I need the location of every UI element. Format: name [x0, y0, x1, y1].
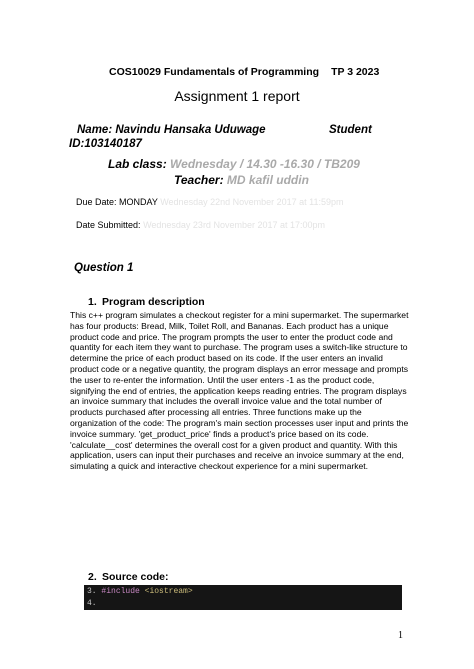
code-line: [87, 598, 402, 610]
program-description-paragraph: This c++ program simulates a checkout register for a mini supermarket. The supermarket has four products: Bread, Milk, Toilet Roll, and Bananas. Each product has a unique product code and price. The program prompts the user to enter the product code and quantity for each item they want to purchase. The program uses a switch-like structure to determine the price of each product based on its code. If the user enters an invalid product code or a negative quantity, the program displays an error message and prompts the user to re-enter the information. Until the user enters -1 as the product code, signifying the end of entries, the application keeps reading entries. The program displays an invoice summary that includes the overall invoice value and the total number of products purchased after processing all entries. Three functions make up the organization of the code: The program's main section processes user input and prints the invoice summary. 'get_product_price' finds a product's price based on its code. 'calculate__cost' determines the overall cost for a given product and quantity. With this application, users can input their purchases and receive an invoice summary at the end, simulating a quick and interactive checkout experience for a mini supermarket.: [70, 310, 409, 472]
code-include-directive: #include: [101, 587, 140, 596]
due-date-line: [76, 197, 344, 207]
teacher-line: [174, 173, 309, 187]
student-name-line: [77, 124, 372, 136]
student-id: ID:103140187: [69, 138, 142, 150]
source-code-block: [84, 585, 402, 610]
submitted-date-label: Date Submitted:: [76, 220, 141, 230]
student-name: Name: Navindu Hansaka Uduwage: [77, 124, 266, 136]
due-date-value: Wednesday 22nd November 2017 at 11:59pm: [160, 197, 344, 207]
submitted-date-line: [76, 220, 325, 230]
code-include-header: <iostream>: [144, 587, 193, 596]
lab-class-value: Wednesday / 14.30 -16.30 / TB209: [170, 157, 360, 171]
term-label: TP 3 2023: [331, 66, 380, 78]
section-number: 2.: [88, 571, 97, 583]
submitted-date-value: Wednesday 23rd November 2017 at 17:00pm: [143, 220, 326, 230]
student-word: Student: [329, 124, 372, 136]
section-title: Program description: [102, 296, 205, 308]
due-date-label: Due Date: MONDAY: [76, 197, 158, 207]
question-heading: Question 1: [74, 262, 134, 274]
section-title: Source code:: [102, 571, 169, 583]
course-heading: [109, 66, 379, 78]
code-line-number: 3.: [87, 587, 97, 596]
teacher-name: MD kafil uddin: [226, 173, 309, 187]
section-source-code-heading: [88, 571, 169, 583]
section-program-description-heading: [88, 296, 205, 308]
code-line-number: 4.: [87, 599, 97, 608]
page-number: 1: [398, 630, 403, 641]
course-title: COS10029 Fundamentals of Programming: [109, 66, 320, 78]
teacher-label: Teacher:: [174, 173, 224, 187]
lab-class-label: Lab class:: [108, 157, 167, 171]
report-title: Assignment 1 report: [174, 88, 300, 104]
code-line: [87, 585, 402, 598]
section-number: 1.: [88, 296, 97, 308]
lab-class-line: [108, 157, 360, 171]
